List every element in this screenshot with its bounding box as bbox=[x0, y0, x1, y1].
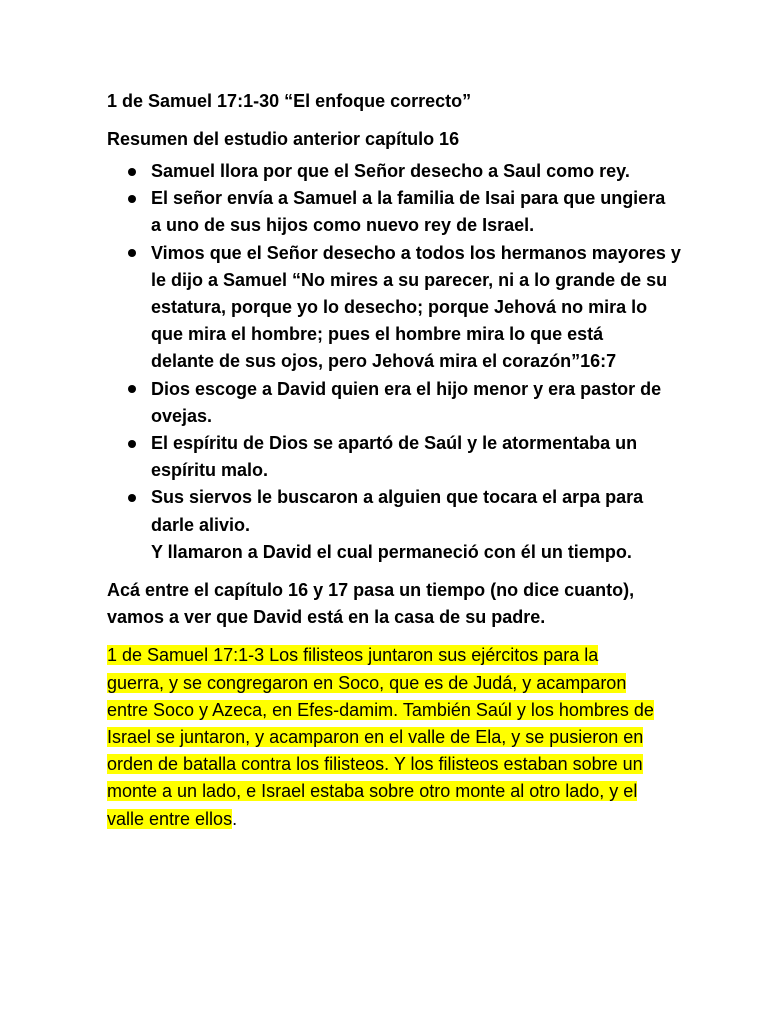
bullet-line: que mira el hombre; pues el hombre mira lo que está bbox=[151, 324, 604, 345]
bullet-line: darle alivio. bbox=[151, 514, 251, 535]
summary-bullet-list bbox=[107, 158, 681, 539]
bullet-icon bbox=[128, 249, 136, 257]
bullet-line: a uno de sus hijos como nuevo rey de Israel. bbox=[151, 215, 535, 236]
passage-line bbox=[107, 697, 667, 724]
passage-line bbox=[107, 806, 667, 833]
paragraph-line: Acá entre el capítulo 16 y 17 pasa un tiempo (no dice cuanto), bbox=[107, 580, 635, 601]
passage-line bbox=[107, 751, 667, 778]
bullet-line: El espíritu de Dios se apartó de Saúl y le atormentaba un bbox=[151, 433, 638, 454]
bullet-line: Sus siervos le buscaron a alguien que tocara el arpa para bbox=[151, 487, 644, 508]
paragraph-line: vamos a ver que David está en la casa de su padre. bbox=[107, 607, 546, 628]
bullet-line: ovejas. bbox=[151, 405, 213, 426]
list-item bbox=[107, 484, 667, 538]
bullet-line: Vimos que el Señor desecho a todos los hermanos mayores y bbox=[151, 242, 681, 263]
bullet-line: Dios escoge a David quien era el hijo menor y era pastor de bbox=[151, 378, 662, 399]
highlight-span: Israel se juntaron, y acamparon en el valle de Ela, y se pusieron en bbox=[107, 727, 644, 748]
bullet-line: le dijo a Samuel “No mires a su parecer, ni a lo grande de su bbox=[151, 269, 668, 290]
bullet-icon bbox=[128, 168, 136, 176]
highlight-span: monte a un lado, e Israel estaba sobre otro monte al otro lado, y el bbox=[107, 781, 638, 802]
list-item bbox=[107, 376, 667, 430]
list-item bbox=[107, 158, 667, 185]
bullet-icon bbox=[128, 195, 136, 203]
list-item bbox=[107, 430, 667, 484]
highlight-span: 1 de Samuel 17:1-3 Los filisteos juntaron sus ejércitos para la bbox=[107, 645, 599, 666]
bullet-icon bbox=[128, 440, 136, 448]
passage-end-period: . bbox=[232, 808, 238, 829]
bullet-icon bbox=[128, 494, 136, 502]
bullet-line: Samuel llora por que el Señor desecho a Saul como rey. bbox=[151, 161, 630, 181]
highlight-span: orden de batalla contra los filisteos. Y los filisteos estaban sobre un bbox=[107, 754, 643, 775]
bullet-line: estatura, porque yo lo desecho; porque Jehová no mira lo bbox=[151, 297, 648, 318]
passage-line bbox=[107, 778, 667, 805]
highlight-span: entre Soco y Azeca, en Efes-damim. También Saúl y los hombres de bbox=[107, 699, 654, 720]
highlight-span: guerra, y se congregaron en Soco, que es de Judá, y acamparon bbox=[107, 672, 627, 693]
scripture-passage bbox=[107, 642, 667, 832]
list-item bbox=[107, 240, 681, 376]
passage-line bbox=[107, 642, 667, 669]
intro-paragraph bbox=[107, 577, 667, 631]
highlight-span: valle entre ellos bbox=[107, 808, 233, 829]
section-subtitle: Resumen del estudio anterior capítulo 16 bbox=[107, 129, 460, 149]
bullet-line: espíritu malo. bbox=[151, 460, 269, 481]
bullet-line: El señor envía a Samuel a la familia de Isai para que ungiera bbox=[151, 188, 666, 209]
page-title: 1 de Samuel 17:1-30 “El enfoque correcto” bbox=[107, 91, 472, 111]
passage-line bbox=[107, 670, 667, 697]
list-item bbox=[107, 185, 667, 239]
list-continuation: Y llamaron a David el cual permaneció con él un tiempo. bbox=[151, 541, 632, 562]
bullet-icon bbox=[128, 385, 136, 393]
passage-line bbox=[107, 724, 667, 751]
document-content bbox=[107, 88, 681, 833]
bullet-line: delante de sus ojos, pero Jehová mira el corazón”16:7 bbox=[151, 351, 617, 372]
